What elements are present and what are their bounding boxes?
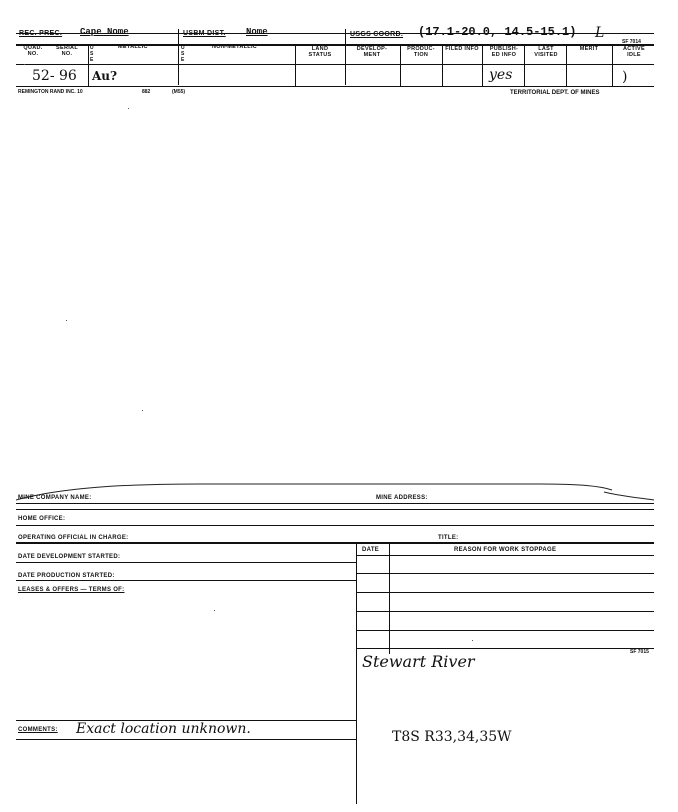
- published-info-label: PUBLISH- ED INFO: [489, 46, 519, 58]
- table-row-rule: [356, 630, 654, 631]
- merit-label: MERIT: [579, 46, 599, 52]
- table-row-rule: [356, 573, 654, 574]
- usgs-coord-label: USGS COORD.: [350, 31, 404, 38]
- top-footer-code-b: (M55): [172, 89, 186, 95]
- metallic-label: METALLIC: [118, 44, 148, 50]
- published-value: yes: [489, 67, 513, 83]
- quad-label: QUAD. NO.: [23, 45, 43, 57]
- top-footer-publisher: REMINGTON RAND INC. 10: [18, 89, 83, 95]
- usgs-coord-value: (17.1-20.0, 14.5-15.1): [418, 25, 577, 39]
- scan-speck: [128, 108, 129, 109]
- bottom-rule: [16, 562, 356, 563]
- date-development-label: DATE DEVELOPMENT STARTED:: [18, 554, 121, 560]
- mine-company-label: MINE COMPANY NAME:: [18, 495, 92, 501]
- table-row-rule: [356, 611, 654, 612]
- col-divider: [482, 44, 483, 86]
- col-divider: [442, 44, 443, 86]
- mine-address-label: MINE ADDRESS:: [376, 495, 428, 501]
- bottom-rule: [16, 580, 356, 581]
- usbm-dist-value: Nome: [246, 27, 268, 37]
- bottom-rule: [16, 509, 654, 510]
- development-label: DEVELOP- MENT: [356, 46, 388, 58]
- top-form-number: SF 7014: [622, 39, 641, 45]
- serial-label: SERIAL NO.: [56, 45, 78, 57]
- rec-prec-label: REC. PREC.: [19, 30, 63, 37]
- top-card-bottom-rule: [16, 86, 654, 87]
- use-label-b: U S E: [181, 45, 185, 63]
- col-divider: [524, 44, 525, 86]
- operating-official-label: OPERATING OFFICIAL IN CHARGE:: [18, 535, 129, 541]
- usbm-dist-label: USBM DIST.: [183, 30, 226, 37]
- table-row-rule: [356, 592, 654, 593]
- bottom-rule: [16, 525, 654, 526]
- bottom-form-number: SF 7015: [630, 649, 649, 655]
- card-center-divider: [356, 654, 357, 804]
- comments-value: Exact location unknown.: [76, 721, 251, 737]
- last-visited-label: LAST VISITED: [534, 46, 558, 58]
- scan-speck: [142, 410, 143, 411]
- top-card-header-rule: [16, 44, 654, 46]
- table-divider: [356, 542, 357, 654]
- metallic-value: Au?: [92, 69, 118, 83]
- top-card-row-rule: [16, 64, 654, 65]
- col-divider: [566, 44, 567, 86]
- comments-bottom-rule: [16, 739, 356, 740]
- scan-speck: [472, 640, 473, 641]
- corner-check-mark: L: [595, 25, 605, 41]
- comments-label: COMMENTS:: [18, 727, 58, 733]
- table-header-rule: [356, 555, 654, 556]
- card-edge-curve: [0, 478, 678, 504]
- production-label: PRODUC- TION: [407, 46, 435, 58]
- col-divider: [400, 44, 401, 86]
- col-divider: [612, 44, 613, 86]
- township-note: T8S R33,34,35W: [392, 729, 512, 745]
- land-status-label: LAND STATUS: [308, 46, 332, 58]
- col-divider: [295, 44, 296, 86]
- quad-serial-value: 52- 96: [32, 68, 77, 84]
- filed-info-label: FILED INFO: [445, 46, 479, 52]
- col-divider: [88, 44, 89, 86]
- reason-stoppage-label: REASON FOR WORK STOPPAGE: [454, 547, 557, 553]
- date-production-label: DATE PRODUCTION STARTED:: [18, 573, 115, 579]
- non-metallic-label: NON-METALLIC: [212, 44, 258, 50]
- bottom-rule: [16, 503, 654, 504]
- top-divider: [178, 29, 179, 85]
- scan-speck: [66, 320, 67, 321]
- use-label-a: U S E: [90, 45, 94, 63]
- table-divider: [389, 542, 390, 654]
- top-divider: [345, 29, 346, 85]
- bottom-rule: [16, 542, 654, 544]
- scan-speck: [214, 610, 215, 611]
- top-footer-code: 882: [142, 89, 151, 95]
- river-note: Stewart River: [362, 652, 475, 671]
- active-value: ): [622, 69, 628, 85]
- title-label: TITLE:: [438, 535, 459, 541]
- date-column-label: DATE: [362, 547, 380, 553]
- leases-label: LEASES & OFFERS — TERMS OF:: [18, 587, 125, 593]
- scan-speck: [24, 64, 25, 65]
- home-office-label: HOME OFFICE:: [18, 516, 66, 522]
- table-row-rule: [356, 648, 654, 649]
- rec-prec-value: Cape Nome: [80, 27, 129, 37]
- top-footer-department: TERRITORIAL DEPT. OF MINES: [510, 90, 600, 96]
- active-idle-label: ACTIVE IDLE: [623, 46, 645, 58]
